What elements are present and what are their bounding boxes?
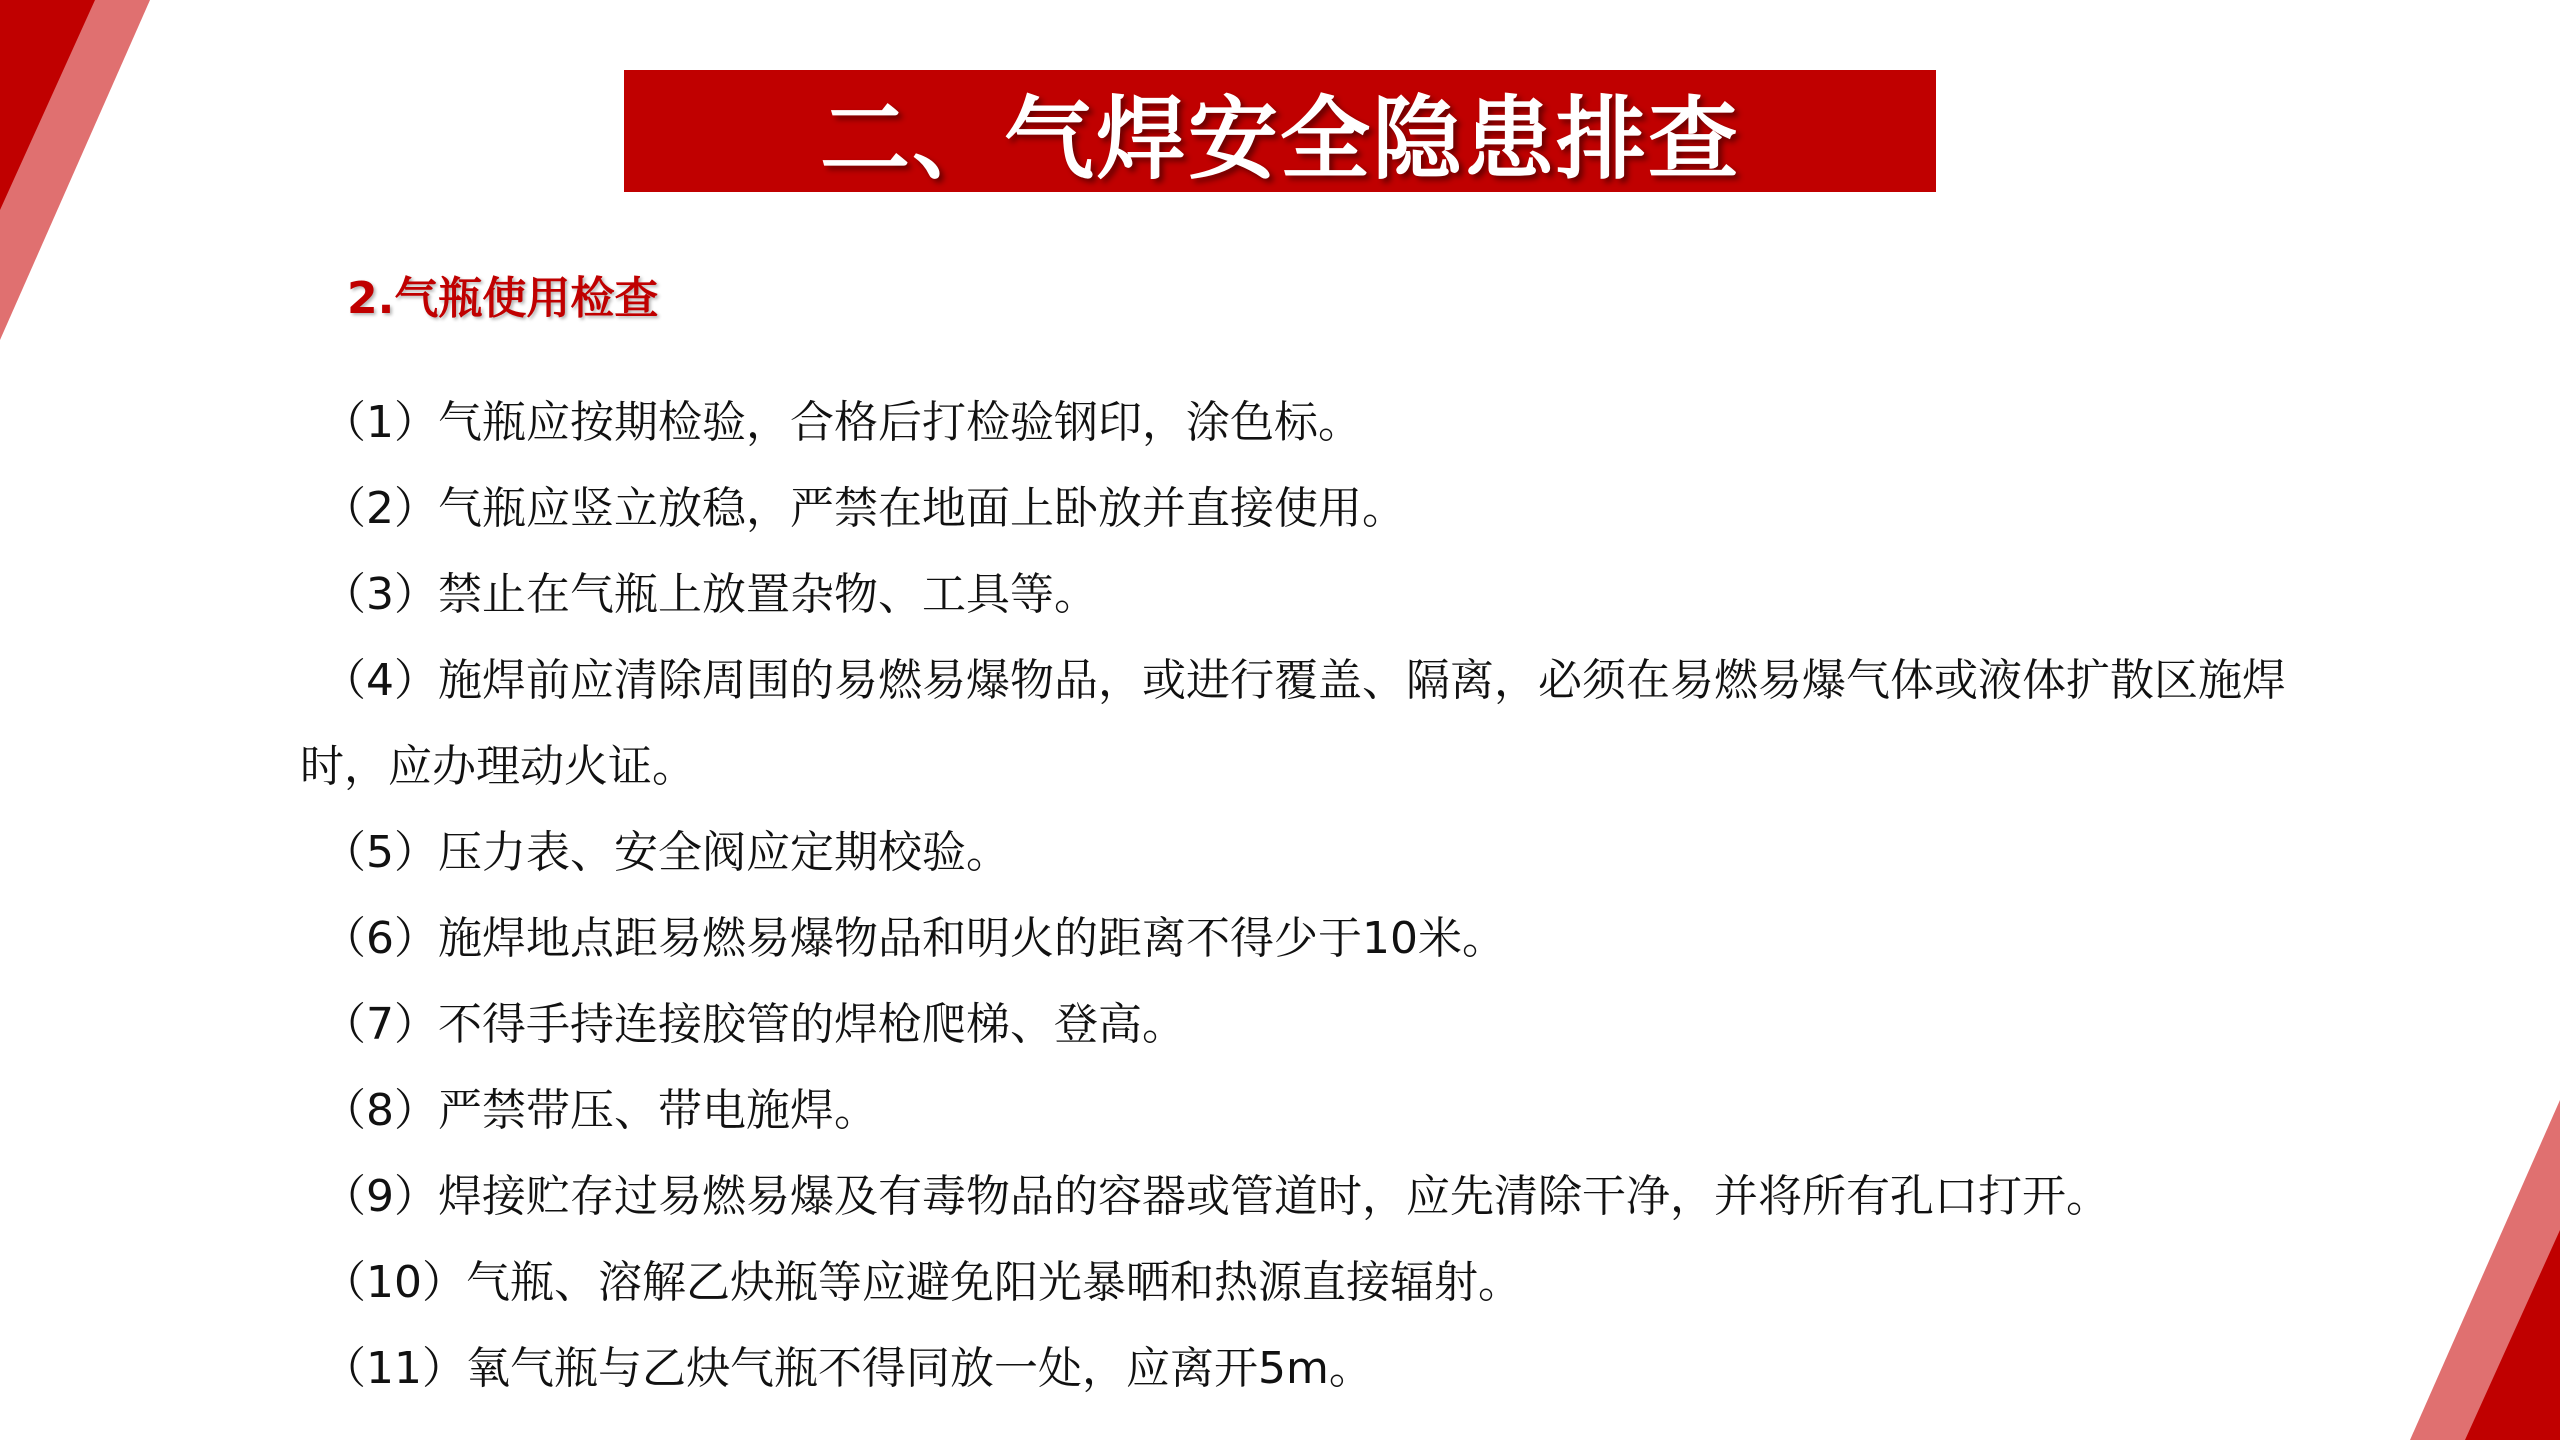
- page-title: 二、气焊安全隐患排查: [820, 87, 1740, 192]
- list-item: （4）施焊前应清除周围的易燃易爆物品，或进行覆盖、隔离，必须在易燃易爆气体或液体扩散区施焊时，应办理动火证。: [300, 655, 2286, 792]
- list-item: （3）禁止在气瓶上放置杂物、工具等。: [322, 569, 1098, 620]
- list-item: （6）施焊地点距易燃易爆物品和明火的距离不得少于10米。: [322, 913, 1506, 964]
- list-item: （2）气瓶应竖立放稳，严禁在地面上卧放并直接使用。: [322, 483, 1406, 534]
- list-item: （8）严禁带压、带电施焊。: [322, 1085, 878, 1136]
- list-item: （1）气瓶应按期检验，合格后打检验钢印，涂色标。: [322, 397, 1362, 448]
- list-item: （5）压力表、安全阀应定期校验。: [322, 827, 1010, 878]
- list-item: （9）焊接贮存过易燃易爆及有毒物品的容器或管道时，应先清除干净，并将所有孔口打开。: [322, 1171, 2110, 1222]
- list-item: （7）不得手持连接胶管的焊枪爬梯、登高。: [322, 999, 1186, 1050]
- checklist: [300, 380, 2360, 1412]
- list-item: （10）气瓶、溶解乙炔瓶等应避免阳光暴晒和热源直接辐射。: [322, 1257, 1522, 1308]
- section-subtitle: 2.气瓶使用检查: [347, 273, 659, 324]
- list-item: （11）氧气瓶与乙炔气瓶不得同放一处，应离开5m。: [322, 1343, 1373, 1394]
- title-banner: [624, 70, 1936, 192]
